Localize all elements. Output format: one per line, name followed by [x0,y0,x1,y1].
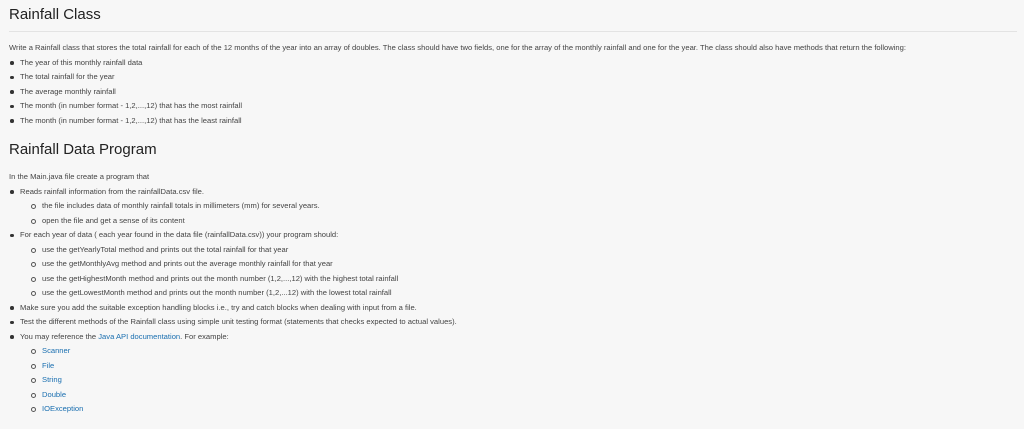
list-item: The year of this monthly rainfall data [9,56,1016,71]
java-api-documentation-link[interactable]: Java API documentation [98,331,181,341]
sub-list-item [20,344,1016,359]
sub-list-item [20,373,1016,388]
string-link[interactable]: String [42,375,62,384]
list-item: The average monthly rainfall [9,85,1016,100]
sub-list-item: use the getHighestMonth method and prints out the month number (1,2,...,12) with the highest total rainfall [20,272,1016,287]
file-link[interactable]: File [42,360,55,370]
section-title-rainfall-data-program: Rainfall Data Program [9,141,157,158]
sub-list-item: the file includes data of monthly rainfall totals in millimeters (mm) for several years. [20,199,1016,214]
list-item [9,185,1016,229]
sub-list-item: use the getMonthlyAvg method and prints out the average monthly rainfall for that year [20,257,1016,272]
list-item: Test the different methods of the Rainfall class using simple unit testing format (statements that checks expected to actual values). [9,315,1016,330]
list-item: The total rainfall for the year [9,70,1016,85]
section-title-rainfall-class: Rainfall Class [9,6,101,23]
list-item-text: Reads rainfall information from the rainfallData.csv file. [20,186,205,196]
sub-list-item: use the getYearlyTotal method and prints out the total rainfall for that year [20,243,1016,258]
list-item-text-prefix: You may reference the [20,331,99,341]
rainfall-program-description: In the Main.java file create a program that [9,172,150,181]
sub-list-item: use the getLowestMonth method and prints out the month number (1,2,...12) with the lowest total rainfall [20,286,1016,301]
list-item [9,330,1016,417]
list-item: The month (in number format - 1,2,...,12) that has the most rainfall [9,99,1016,114]
ioexception-link[interactable]: IOException [42,404,84,413]
sub-list-item [20,359,1016,374]
scanner-link[interactable]: Scanner [42,346,71,355]
sub-list-item [20,388,1016,403]
list-item: Make sure you add the suitable exception handling blocks i.e., try and catch blocks when dealing with input from a file. [9,301,1016,316]
list-item-text: For each year of data ( each year found in the data file (rainfallData.csv)) your program should: [20,230,339,239]
sub-list-item [20,402,1016,417]
rainfall-class-description: Write a Rainfall class that stores the total rainfall for each of the 12 months of the year into an array of doubles. The class should have two fields, one for the array of the monthly rainfall and one for the year. The class should also have methods that return the following: [9,43,906,52]
sub-list-item: open the file and get a sense of its content [20,214,1016,229]
list-item-text-suffix: . For example: [180,331,229,341]
sub-list [20,199,1016,228]
rainfall-program-steps [9,185,1016,417]
list-item: The month (in number format - 1,2,...,12) that has the least rainfall [9,114,1016,129]
double-link[interactable]: Double [42,389,67,399]
list-item [9,228,1016,301]
api-class-links [20,344,1016,417]
rainfall-class-method-list [9,56,1016,129]
section-divider [9,31,1017,32]
sub-list [20,243,1016,301]
